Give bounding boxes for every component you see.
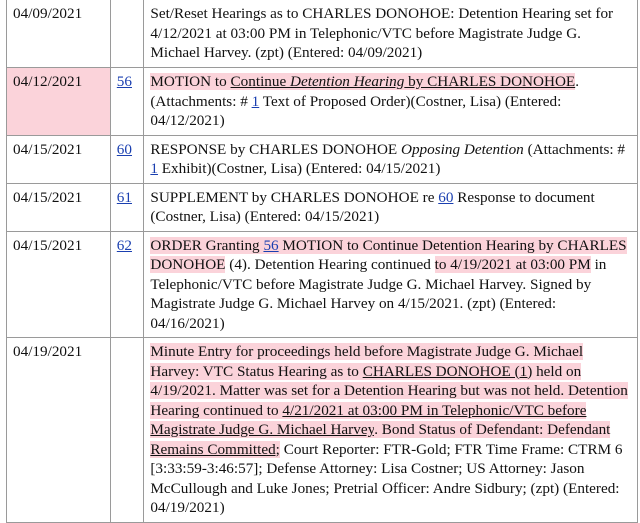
attachments-text: (Attachments: # <box>523 140 625 158</box>
entry-text <box>144 231 638 338</box>
not-held-text: set for a Detention Hearing but was not held. Detention Hearing continued to <box>150 382 628 419</box>
entry-date: 04/15/2021 <box>7 135 111 183</box>
entry-number-link[interactable]: 56 <box>116 73 132 90</box>
docket-row <box>7 135 638 183</box>
supplement-text: SUPPLEMENT by CHARLES DONOHOE re <box>150 188 439 206</box>
continued-date-text: to 4/19/2021 at 03:00 PM <box>434 256 591 273</box>
entry-text: Set/Reset Hearings as to CHARLES DONOHOE: Detention Hearing set for 4/12/2021 at 03:00 PM in Telephonic/VTC before Magistrate Judge G. Michael Harvey. (zpt) (Entered: 04/09/2021) <box>144 0 638 68</box>
new-hearing-date-text: 4/21/2021 at 03:00 PM in Telephonic/VTC before Magistrate Judge G. Michael Harvey <box>150 401 587 438</box>
opposing-detention-text: Opposing Detention <box>401 140 524 158</box>
entry-date: 04/15/2021 <box>7 183 111 231</box>
entry-number <box>110 338 144 523</box>
attachment-desc: Exhibit)(Costner, Lisa) (Entered: 04/15/2021) <box>157 160 441 177</box>
attachment-link[interactable]: 1 <box>150 160 158 177</box>
detention-hearing-text: Detention Hearing <box>290 73 405 90</box>
reference-link[interactable]: 60 <box>438 188 454 206</box>
order-motion-text: MOTION to Continue Detention Hearing by CHARLES DONOHOE <box>150 236 627 273</box>
response-text: RESPONSE by CHARLES DONOHOE <box>150 140 401 158</box>
entry-text <box>144 135 638 183</box>
minute-entry-details: Court Reporter: FTR-Gold; FTR Time Frame: CTRM 6 [3:33:59-3:46:57]; Defense Attorney: Lisa Costner; US Attorney: Jason McCullough and Luke Jones; Pretrial Officer: Andre Sidbury; (zpt) (Entered: 04/19/2021) <box>150 440 623 516</box>
entry-text <box>144 68 638 136</box>
entry-date: 04/15/2021 <box>7 231 111 338</box>
docket-row <box>7 338 638 523</box>
entry-text <box>144 338 638 523</box>
entry-number-cell <box>110 135 144 183</box>
entry-number-link[interactable]: 61 <box>116 188 132 206</box>
defendant-name-text: CHARLES DONOHOE (1) <box>362 362 533 380</box>
entry-date: 04/12/2021 <box>7 68 111 136</box>
docket-row <box>7 231 638 338</box>
docket-row <box>7 68 638 136</box>
order-desc: in Telephonic/VTC before Magistrate Judge G. Michael Harvey. Signed by Magistrate Judge G. Michael Harvey on 4/15/2021. (zpt) (Entered: 04/16/2021) <box>150 256 607 332</box>
entry-number <box>110 0 144 68</box>
by-defendant-text: by CHARLES DONOHOE <box>404 73 576 90</box>
entry-number-cell <box>110 231 144 338</box>
entry-date: 04/19/2021 <box>7 338 111 523</box>
supplement-desc: Response to document (Costner, Lisa) (Entered: 04/15/2021) <box>150 188 595 225</box>
entry-number-link[interactable]: 60 <box>116 140 132 158</box>
motion-text: MOTION to <box>150 73 231 90</box>
entry-number-cell <box>110 183 144 231</box>
order-count-text: (4). Detention Hearing continued <box>225 256 435 273</box>
held-on-text: held on 4/19/2021. Matter was <box>150 362 582 399</box>
entry-number-cell <box>110 68 144 136</box>
order-text: ORDER Granting <box>150 236 264 254</box>
attachments-text: . (Attachments: # <box>150 73 579 110</box>
docket-row <box>7 0 638 68</box>
bond-status-text: . Bond Status of Defendant: Defendant <box>374 421 611 438</box>
docket-row <box>7 183 638 231</box>
attachment-link[interactable]: 1 <box>251 92 260 110</box>
attachment-desc: Text of Proposed Order)(Costner, Lisa) (Entered: 04/12/2021) <box>150 92 562 129</box>
minute-entry-text: Minute Entry for proceedings held before Magistrate Judge G. Michael Harvey: VTC Status Hearing as to <box>150 343 584 380</box>
docket-table <box>6 0 638 523</box>
entry-text <box>144 183 638 231</box>
remains-committed-text: Remains Committed; <box>150 440 280 458</box>
entry-date: 04/09/2021 <box>7 0 111 68</box>
reference-link[interactable]: 56 <box>263 236 279 254</box>
continue-text: Continue <box>230 73 291 90</box>
entry-number-link[interactable]: 62 <box>116 236 132 254</box>
